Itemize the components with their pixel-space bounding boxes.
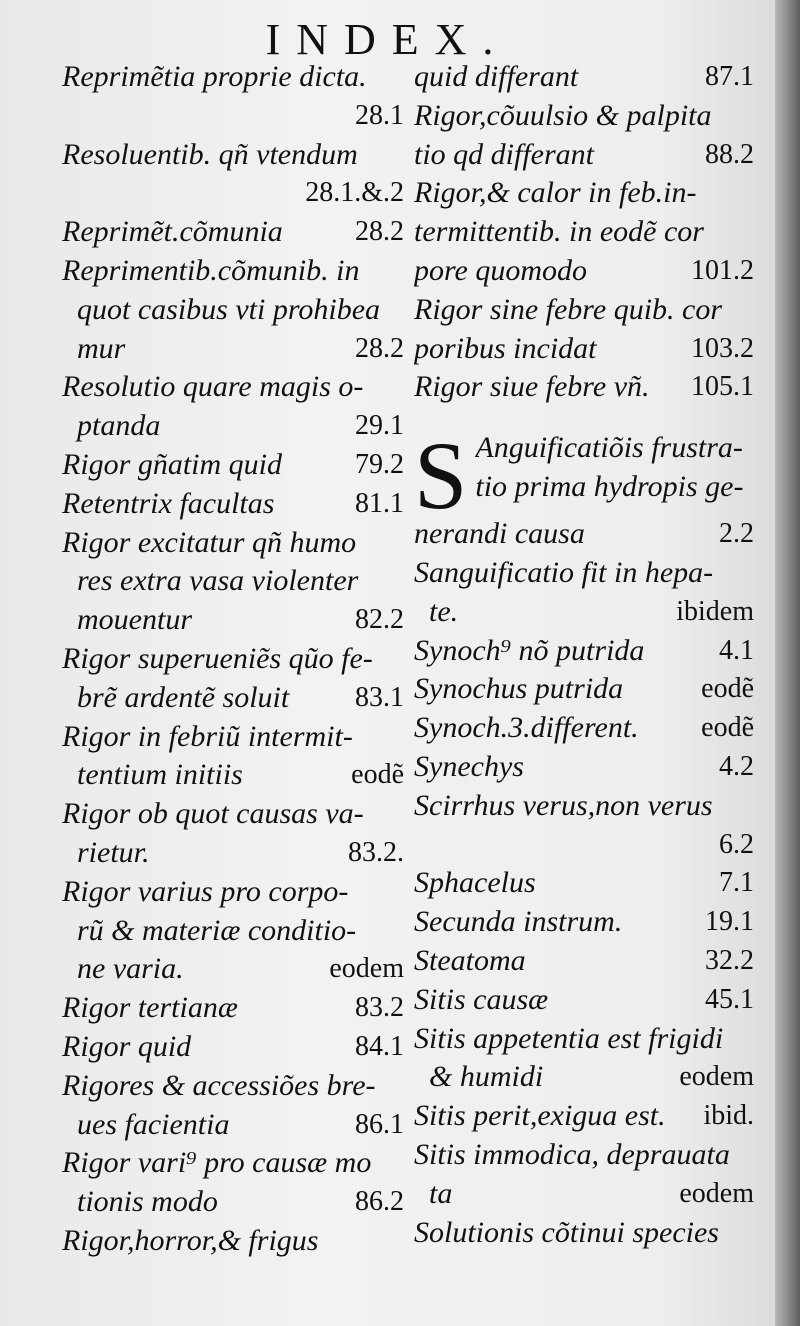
entry-text: te. bbox=[429, 594, 459, 628]
entry-text: Sitis perit,exigua est. bbox=[414, 1099, 666, 1133]
entry-text: poribus incidat bbox=[414, 331, 597, 365]
index-line bbox=[62, 950, 404, 989]
index-line bbox=[62, 368, 404, 407]
index-line bbox=[62, 291, 404, 330]
entry-text: mouentur bbox=[77, 603, 192, 637]
index-line bbox=[62, 834, 404, 873]
index-line bbox=[62, 1144, 404, 1183]
page-reference: 28.2 bbox=[355, 216, 404, 248]
index-line bbox=[62, 97, 404, 136]
index-line bbox=[62, 1183, 404, 1222]
index-line bbox=[62, 795, 404, 834]
book-edge bbox=[775, 0, 800, 1326]
index-line bbox=[414, 330, 754, 369]
page-reference: 6.2 bbox=[719, 828, 754, 860]
page-reference: eodem bbox=[679, 1061, 754, 1093]
index-line bbox=[62, 912, 404, 951]
index-line bbox=[62, 485, 404, 524]
index-line bbox=[414, 136, 754, 175]
page-reference: 45.1 bbox=[705, 983, 754, 1015]
entry-text: Rigor superueniẽs qũo fe- bbox=[62, 641, 373, 675]
entry-text: Synochus putrida bbox=[414, 672, 624, 706]
entry-text: Reprimẽtia proprie dicta. bbox=[62, 60, 367, 93]
page-reference: eodẽ bbox=[701, 712, 754, 744]
index-line bbox=[414, 748, 754, 787]
page-reference: 83.2 bbox=[355, 992, 404, 1024]
index-line bbox=[414, 787, 754, 826]
index-line bbox=[62, 1028, 404, 1067]
index-line bbox=[414, 174, 754, 213]
drop-cap-letter: S bbox=[414, 429, 468, 516]
entry-text: Rigor,horror,& frigus bbox=[62, 1223, 319, 1257]
entry-text: Secunda instrum. bbox=[414, 905, 623, 939]
page-reference: eodẽ bbox=[701, 673, 754, 705]
index-line bbox=[414, 1175, 754, 1214]
entry-text: Synechys bbox=[414, 749, 524, 783]
entry-text: Rigor vari⁹ pro causæ mo bbox=[62, 1146, 372, 1180]
page-reference: 19.1 bbox=[705, 906, 754, 938]
page-reference: 28.2 bbox=[355, 332, 404, 364]
page-reference: 32.2 bbox=[705, 944, 754, 976]
page-reference: 87.1 bbox=[705, 61, 754, 92]
index-line bbox=[62, 524, 404, 563]
entry-text: Rigor gñatim quid bbox=[62, 447, 283, 481]
index-line bbox=[62, 1106, 404, 1145]
index-line bbox=[62, 446, 404, 485]
entry-text: Rigor,cõuulsio & palpita bbox=[414, 98, 712, 132]
page-reference: 7.1 bbox=[719, 867, 754, 899]
entry-text: Synoch⁹ nõ putrida bbox=[414, 633, 645, 667]
entry-text: Rigores & accessiões bre- bbox=[62, 1068, 376, 1102]
entry-text: Reprimentib.cõmunib. in bbox=[62, 253, 360, 287]
index-line bbox=[414, 368, 754, 407]
index-line bbox=[414, 515, 754, 554]
index-line bbox=[414, 291, 754, 330]
index-line bbox=[62, 562, 404, 601]
entry-text: Rigor tertianæ bbox=[62, 991, 238, 1025]
entry-text: ne varia. bbox=[77, 952, 184, 986]
entry-text: Scirrhus verus,non verus bbox=[414, 788, 713, 822]
entry-text: Rigor siue febre vñ. bbox=[414, 370, 650, 404]
index-line bbox=[475, 429, 754, 468]
index-line bbox=[414, 1136, 754, 1175]
page-reference: 4.1 bbox=[719, 634, 754, 666]
entry-text: termittentib. in eodẽ cor bbox=[414, 215, 704, 249]
entry-text: nerandi causa bbox=[414, 517, 585, 551]
index-line bbox=[414, 826, 754, 865]
index-line bbox=[62, 174, 404, 213]
page-reference: 105.1 bbox=[691, 371, 754, 403]
index-line bbox=[414, 1020, 754, 1059]
index-line bbox=[414, 670, 754, 709]
index-line bbox=[414, 942, 754, 981]
page-reference: 81.1 bbox=[355, 487, 404, 519]
entry-text: tio qd differant bbox=[414, 137, 594, 171]
entry-text: ues facientia bbox=[77, 1107, 230, 1141]
index-line bbox=[414, 58, 754, 97]
index-line bbox=[414, 97, 754, 136]
entry-text: brẽ ardentẽ soluit bbox=[77, 680, 290, 714]
page-reference: 28.1 bbox=[355, 99, 404, 131]
index-line bbox=[62, 330, 404, 369]
index-line bbox=[414, 1214, 754, 1253]
entry-text: Rigor excitatur qñ humo bbox=[62, 525, 357, 559]
entry-text: Reprimẽt.cõmunia bbox=[62, 215, 283, 249]
entry-text: Rigor sine febre quib. cor bbox=[414, 292, 723, 326]
entry-text: Sitis immodica, deprauata bbox=[414, 1137, 730, 1171]
index-line bbox=[62, 989, 404, 1028]
page-reference: eodẽ bbox=[351, 759, 404, 791]
right-column bbox=[414, 58, 754, 1252]
index-line bbox=[414, 632, 754, 671]
page-reference: ibidem bbox=[676, 595, 754, 627]
index-line bbox=[414, 593, 754, 632]
index-line bbox=[414, 1097, 754, 1136]
index-line bbox=[475, 468, 754, 507]
page-reference: 83.1 bbox=[355, 681, 404, 713]
entry-text: Sitis causæ bbox=[414, 982, 549, 1016]
index-line bbox=[414, 709, 754, 748]
index-line bbox=[62, 1222, 404, 1261]
left-column bbox=[62, 58, 404, 1261]
entry-text: Anguificatiõis frustra- bbox=[475, 431, 743, 465]
entry-text: res extra vasa violenter bbox=[77, 564, 359, 598]
page-reference: 82.2 bbox=[355, 604, 404, 636]
page-reference: eodem bbox=[329, 953, 404, 985]
index-line bbox=[414, 252, 754, 291]
page-reference: 29.1 bbox=[355, 410, 404, 442]
page-reference: 4.2 bbox=[719, 750, 754, 782]
entry-text: tionis modo bbox=[77, 1185, 218, 1219]
page-reference: 28.1.&.2 bbox=[305, 177, 404, 209]
page-reference: 83.2. bbox=[348, 836, 404, 868]
index-line bbox=[414, 981, 754, 1020]
entry-text: tentium initiis bbox=[77, 758, 243, 792]
entry-text: Sitis appetentia est frigidi bbox=[414, 1021, 724, 1055]
index-line bbox=[62, 213, 404, 252]
index-line bbox=[62, 58, 404, 97]
entry-text: ptanda bbox=[77, 409, 161, 443]
entry-text: rietur. bbox=[77, 835, 150, 869]
entry-text: Rigor quid bbox=[62, 1029, 192, 1063]
entry-text: Retentrix facultas bbox=[62, 486, 275, 520]
entry-text: Rigor,& calor in feb.in- bbox=[414, 176, 697, 210]
page-reference: eodem bbox=[679, 1177, 754, 1209]
entry-text: Resoluentib. qñ vtendum bbox=[62, 137, 358, 171]
section-s-heading bbox=[414, 429, 754, 515]
page-reference: 86.1 bbox=[355, 1108, 404, 1140]
entry-text: Sphacelus bbox=[414, 866, 536, 900]
section-gap bbox=[414, 407, 754, 429]
entry-text: Rigor ob quot causas va- bbox=[62, 797, 364, 831]
entry-text: quid differant bbox=[414, 60, 579, 93]
index-line bbox=[414, 213, 754, 252]
page-reference: ibid. bbox=[703, 1100, 754, 1132]
index-line bbox=[414, 864, 754, 903]
page-reference: 2.2 bbox=[719, 518, 754, 550]
page-reference: 86.2 bbox=[355, 1186, 404, 1218]
entry-text: pore quomodo bbox=[414, 253, 588, 287]
index-line bbox=[62, 718, 404, 757]
index-line bbox=[62, 136, 404, 175]
entry-text: Resolutio quare magis o- bbox=[62, 370, 364, 404]
entry-text: Solutionis cõtinui species bbox=[414, 1215, 719, 1249]
entry-text: & humidi bbox=[429, 1060, 544, 1094]
index-line bbox=[62, 601, 404, 640]
index-line bbox=[414, 1058, 754, 1097]
index-line bbox=[62, 407, 404, 446]
entry-text: rũ & materiæ conditio- bbox=[77, 913, 357, 947]
page-reference: 84.1 bbox=[355, 1030, 404, 1062]
entry-text: quot casibus vti prohibea bbox=[77, 292, 381, 326]
page-reference: 103.2 bbox=[691, 332, 754, 364]
index-line bbox=[62, 1067, 404, 1106]
entry-text: tio prima hydropis ge- bbox=[475, 469, 744, 503]
entry-text: Rigor in febriũ intermit- bbox=[62, 719, 353, 753]
index-line bbox=[62, 679, 404, 718]
entry-text: mur bbox=[77, 331, 126, 365]
index-line bbox=[62, 252, 404, 291]
index-line bbox=[414, 554, 754, 593]
page-reference: 79.2 bbox=[355, 448, 404, 480]
index-line bbox=[62, 756, 404, 795]
entry-text: Synoch.3.different. bbox=[414, 711, 639, 745]
page-reference: 88.2 bbox=[705, 138, 754, 170]
index-line bbox=[414, 903, 754, 942]
index-line bbox=[62, 640, 404, 679]
page-title: INDEX. bbox=[265, 15, 510, 64]
entry-text: Rigor varius pro corpo- bbox=[62, 874, 349, 908]
page-reference: 101.2 bbox=[691, 254, 754, 286]
entry-text: Sanguificatio fit in hepa- bbox=[414, 555, 714, 589]
entry-text: ta bbox=[429, 1176, 453, 1210]
entry-text: Steatoma bbox=[414, 943, 526, 977]
index-line bbox=[62, 873, 404, 912]
